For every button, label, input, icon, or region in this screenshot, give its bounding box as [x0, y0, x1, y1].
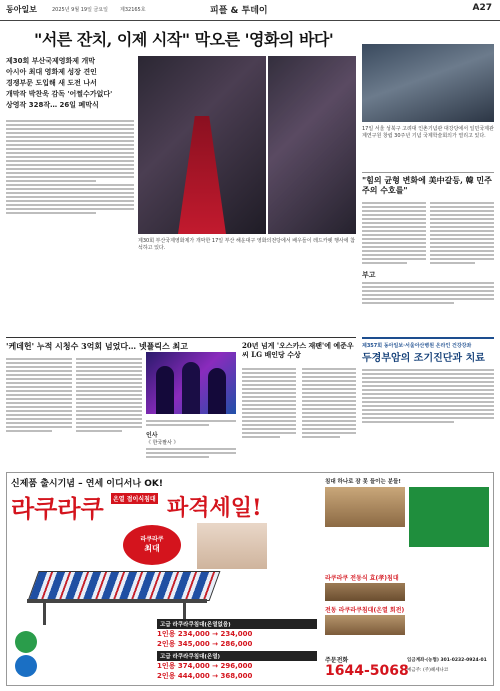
option2-price1: 1인용 374,000 → 296,000	[157, 662, 253, 670]
personnel-box	[146, 430, 236, 460]
netflix-body-text-2	[76, 356, 142, 434]
film-festival-photo-2	[268, 56, 356, 234]
deck-line: 상영작 328작… 26일 폐막식	[6, 101, 99, 109]
bubble-line1: 라쿠라쿠	[140, 536, 164, 543]
ad-badge	[15, 655, 37, 677]
divider	[362, 172, 494, 173]
side-promo-box	[409, 487, 489, 547]
red-carpet	[178, 116, 226, 234]
date-line: 2025년 9월 19일 금요일	[52, 7, 109, 13]
conference-headline: "힘의 균형 변화에 美中갈등, 韓 민주주의 수호를"	[362, 175, 492, 195]
side-line: 라쿠라쿠 전동식 효(孝)침대	[325, 575, 399, 582]
lg-headline: 20년 넘게 '오스카스 재팬'에 예준우씨 LG 배인당 수상	[242, 341, 354, 359]
bed-leg	[43, 603, 46, 625]
option1-price1: 1인용 234,000 → 234,000	[157, 630, 253, 638]
obituary-notice	[362, 270, 494, 320]
ad-badge	[15, 631, 37, 653]
deck-line: 개막작 박찬욱 감독 '어쩔수가없다'	[6, 90, 113, 98]
netflix-body-text	[6, 356, 72, 434]
character-silhouette	[182, 362, 200, 414]
price-box-2	[157, 651, 317, 681]
conference-body-text-2	[430, 200, 494, 266]
issue-number: 제32165호	[120, 7, 146, 13]
lead-body-text	[6, 118, 134, 216]
deck-line: 제30회 부산국제영화제 개막	[6, 57, 95, 65]
side-line: 침대 하나로 잠 못 들이는 분들!	[325, 479, 401, 485]
option2-price2: 2인용 444,000 → 368,000	[157, 672, 253, 680]
ad-sale-text: 파격세일!	[167, 495, 262, 521]
celebrity-photo	[197, 523, 267, 569]
ad-side-panel	[325, 477, 489, 647]
ad-top-banner: 신제품 출시기념 – 연세 이디서나 OK!	[11, 479, 163, 489]
bank-holder: 예금주: (주)헤세나코	[407, 668, 449, 673]
personnel-label: 인사	[146, 432, 158, 439]
character-silhouette	[156, 366, 174, 414]
conference-photo-caption: 17일 서울 성북구 고려대 인촌기념관 대강당에서 일민국제관계연구원 창립 30주년 기념 국제학술회의가 열리고 있다.	[362, 126, 494, 139]
seminar-title: 두경부암의 조기진단과 치료	[362, 353, 485, 364]
conference-body-text	[362, 200, 426, 266]
bank-account: 입금계좌·(농협) 301-0232-0924-01	[407, 658, 487, 663]
advertisement	[6, 472, 494, 686]
poster-caption	[146, 418, 236, 428]
seminar-title-small: 제357회 동아일보·서울아산병원 온라인 건강강좌	[362, 343, 472, 349]
netflix-headline: '케데헌' 누적 시청수 3억회 넘었다… 넷플릭스 최고	[6, 341, 189, 351]
ad-brand: 라쿠라쿠	[11, 494, 104, 523]
bed-frame	[27, 599, 207, 603]
lead-headline: "서른 잔치, 이제 시작" 막오른 '영화의 바다'	[34, 30, 334, 49]
seminar-box	[362, 337, 494, 464]
notice-title: 부고	[362, 271, 376, 279]
side-bed-image-2	[325, 615, 405, 635]
bubble-line2: 최대	[144, 544, 160, 553]
side-line: 전동 라쿠라쿠침대(온열 회전)	[325, 607, 405, 614]
conference-photo	[362, 44, 494, 122]
side-product-image	[325, 487, 405, 527]
option1-price2: 2인용 345,000 → 286,000	[157, 640, 253, 648]
deck-line: 경쟁부문 도입해 새 도전 나서	[6, 79, 97, 87]
folding-bed-image	[13, 565, 223, 627]
lg-body-text	[242, 366, 296, 440]
ad-brand-suffix: 온열 접이식침대	[111, 493, 158, 504]
deck-line: 아시아 최대 영화제 성장 견인	[6, 68, 97, 76]
mattress	[28, 571, 221, 601]
section-title: 피플 & 투데이	[210, 6, 268, 16]
ad-discount-bubble	[123, 525, 181, 565]
lead-photo-caption: 제30회 부산국제영화제가 개막한 17일 부산 해운대구 영화의전당에서 배우들이 레드카펫 행사에 참석하고 있다.	[138, 238, 355, 251]
divider	[6, 337, 356, 338]
tel-number: 1644-5068	[325, 663, 409, 679]
newspaper-logo: 동아일보	[6, 4, 37, 14]
personnel-line: 《 한국팔사 》	[146, 440, 179, 446]
price-box-1	[157, 619, 317, 649]
film-festival-photo	[138, 56, 266, 234]
page-number: A27	[472, 3, 492, 13]
lg-body-text-2	[302, 366, 356, 440]
kpop-demon-hunters-poster	[146, 352, 236, 414]
option1-label: 고급 라쿠라쿠침대(온열없음)	[157, 619, 317, 629]
character-silhouette	[208, 368, 226, 414]
option2-label: 고급 라쿠라쿠침대(온열)	[157, 651, 317, 661]
lead-deck	[6, 56, 134, 111]
masthead	[0, 0, 500, 21]
tel-label: 주문전화	[325, 657, 349, 664]
side-bed-image	[325, 583, 405, 601]
